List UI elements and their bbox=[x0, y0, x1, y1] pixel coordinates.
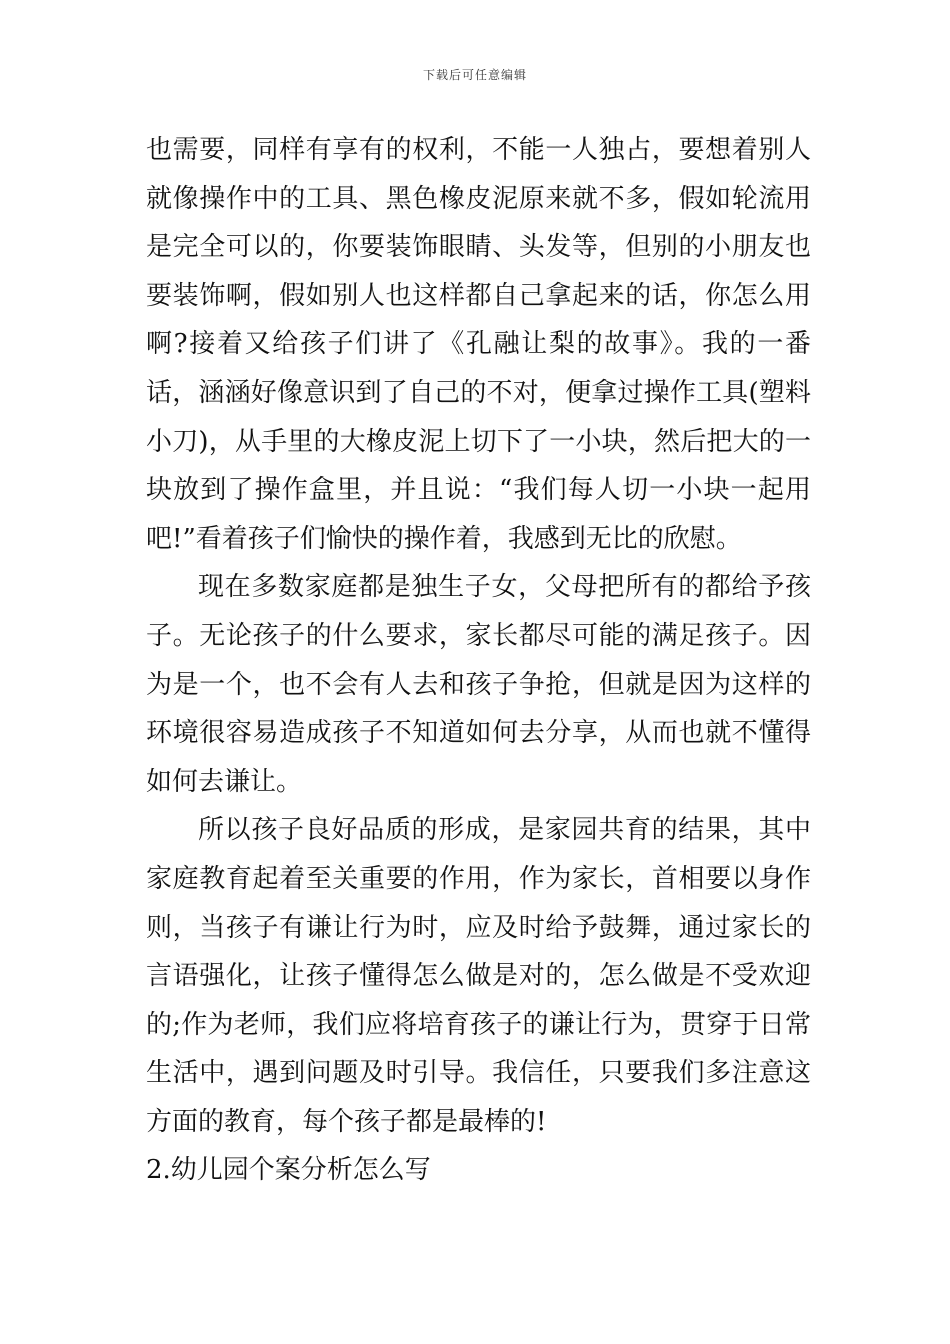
paragraph-only-child-families: 现在多数家庭都是独生子女，父母把所有的都给予孩子。无论孩子的什么要求，家长都尽可能的满足孩子。因为是一个，也不会有人去和孩子争抢，但就是因为这样的环境很容易造成孩子不知道如何去分享，从而也就不懂得如何去谦让。 bbox=[146, 572, 811, 797]
paragraph-co-education: 所以孩子良好品质的形成，是家园共育的结果，其中家庭教育起着至关重要的作用，作为家长，首相要以身作则，当孩子有谦让行为时，应及时给予鼓舞，通过家长的言语强化，让孩子懂得怎么做是对的，怎么做是不受欢迎的;作为老师，我们应将培育孩子的谦让行为，贯穿于日常生活中，遇到问题及时引导。我信任，只要我们多注意这方面的教育，每个孩子都是最棒的! bbox=[146, 815, 811, 1137]
document-body bbox=[146, 126, 811, 1195]
paragraph-continuation: 也需要，同样有享有的权利，不能一人独占，要想着别人就像操作中的工具、黑色橡皮泥原来就不多，假如轮流用是完全可以的，你要装饰眼睛、头发等，但别的小朋友也要装饰啊，假如别人也这样都自己拿起来的话，你怎么用啊?接着又给孩子们讲了《孔融让梨的故事》。我的一番话，涵涵好像意识到了自己的不对，便拿过操作工具(塑料小刀)，从手里的大橡皮泥上切下了一小块，然后把大的一块放到了操作盒里，并且说：“我们每人切一小块一起用吧!”看着孩子们愉快的操作着，我感到无比的欣慰。 bbox=[146, 135, 811, 554]
header-note: 下载后可任意编辑 bbox=[422, 68, 527, 82]
section-heading: 2.幼儿园个案分析怎么写 bbox=[146, 1155, 431, 1186]
